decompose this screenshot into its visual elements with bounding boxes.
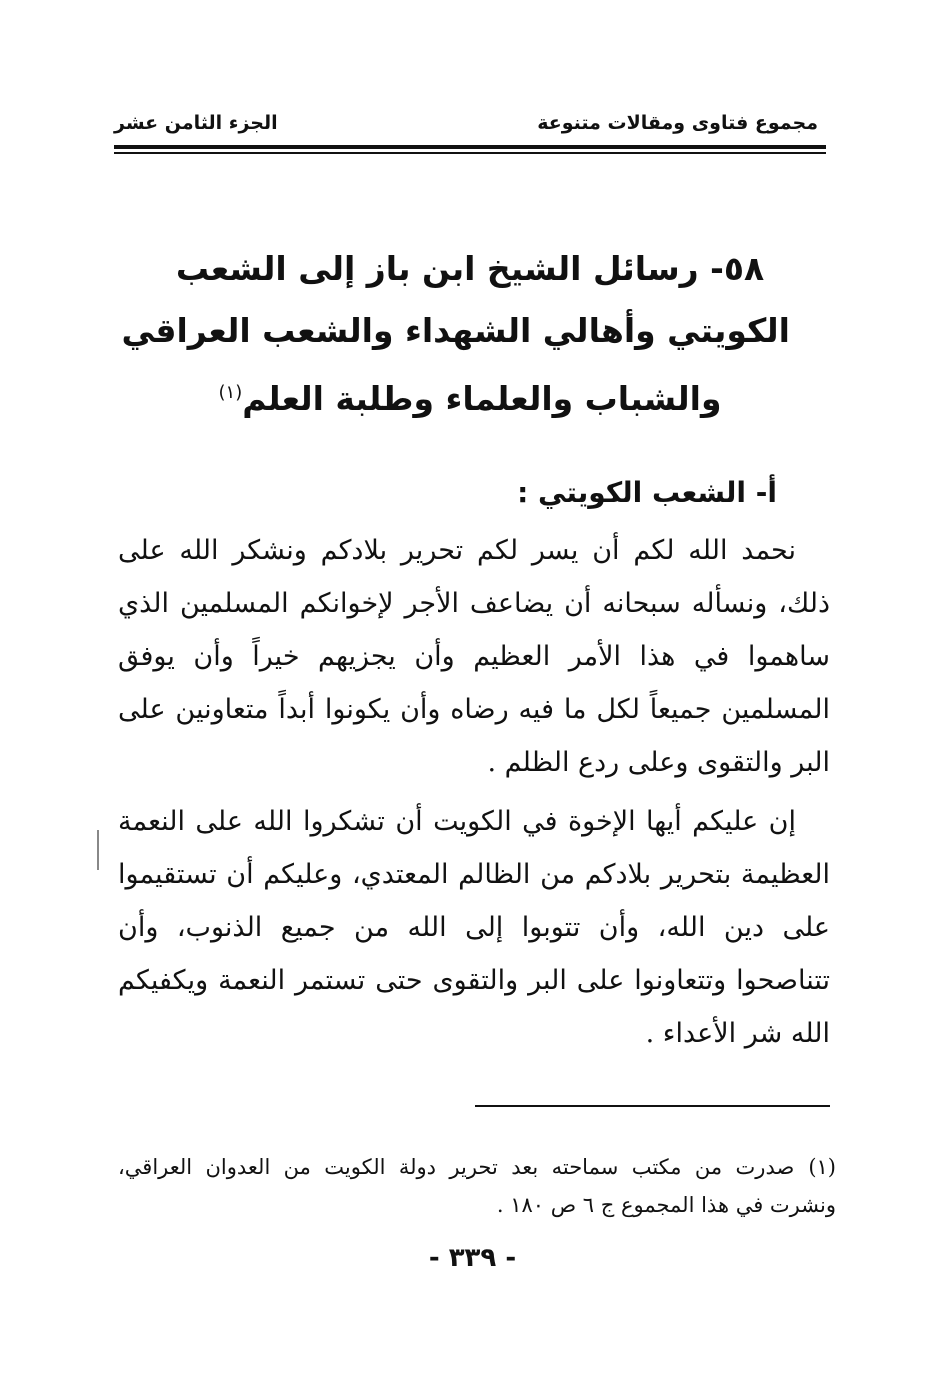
article-title (121, 238, 790, 430)
footnote-mark: (١) (808, 1155, 836, 1179)
running-header (114, 112, 826, 142)
volume-title: الجزء الثامن عشر (114, 112, 278, 134)
footnote-text: صدرت من مكتب سماحته بعد تحرير دولة الكويت من العدوان العراقي، ونشرت في هذا المجموع ج ٦ ص ١٨٠ . (118, 1155, 836, 1217)
header-rule-secondary (114, 152, 826, 154)
footnote-reference: (١) (218, 382, 243, 403)
header-rule (114, 145, 826, 149)
article-title-line-3: والشباب والعلماء وطلبة العلم (242, 379, 722, 418)
article-title-line-2: الكويتي وأهالي الشهداء والشعب العراقي (121, 311, 790, 350)
paragraph: إن عليكم أيها الإخوة في الكويت أن تشكروا الله على النعمة العظيمة بتحرير بلادكم من الظالم المعتدي، وعليكم أن تستقيموا على دين الله، وأن تتوبوا إلى الله من جميع الذنوب، وأن تتناصحوا وتتعاونوا على البر والتقوى حتى تستمر النعمة ويكفيكم الله شر الأعداء . (118, 806, 830, 1049)
section-heading: أ- الشعب الكويتي : (517, 476, 777, 509)
article-title-line-1: ٥٨- رسائل الشيخ ابن باز إلى الشعب (175, 249, 765, 288)
footnote-separator (475, 1105, 830, 1107)
book-title: مجموع فتاوى ومقالات متنوعة (537, 112, 818, 134)
page-number: - ٣٣٩ - (428, 1243, 517, 1273)
body-text (118, 524, 830, 1066)
margin-mark (97, 830, 99, 870)
footnote (118, 1148, 836, 1224)
article-title-line-3-wrapper (150, 362, 790, 430)
paragraph: نحمد الله لكم أن يسر لكم تحرير بلادكم ونشكر الله على ذلك، ونسأله سبحانه أن يضاعف الأجر لإخوانكم المسلمين الذي ساهموا في هذا الأمر العظيم وأن يجزيهم خيراً وأن يوفق المسلمين جميعاً لكل ما فيه رضاه وأن يكونوا أبداً متعاونين على البر والتقوى وعلى ردع الظلم . (118, 535, 830, 778)
